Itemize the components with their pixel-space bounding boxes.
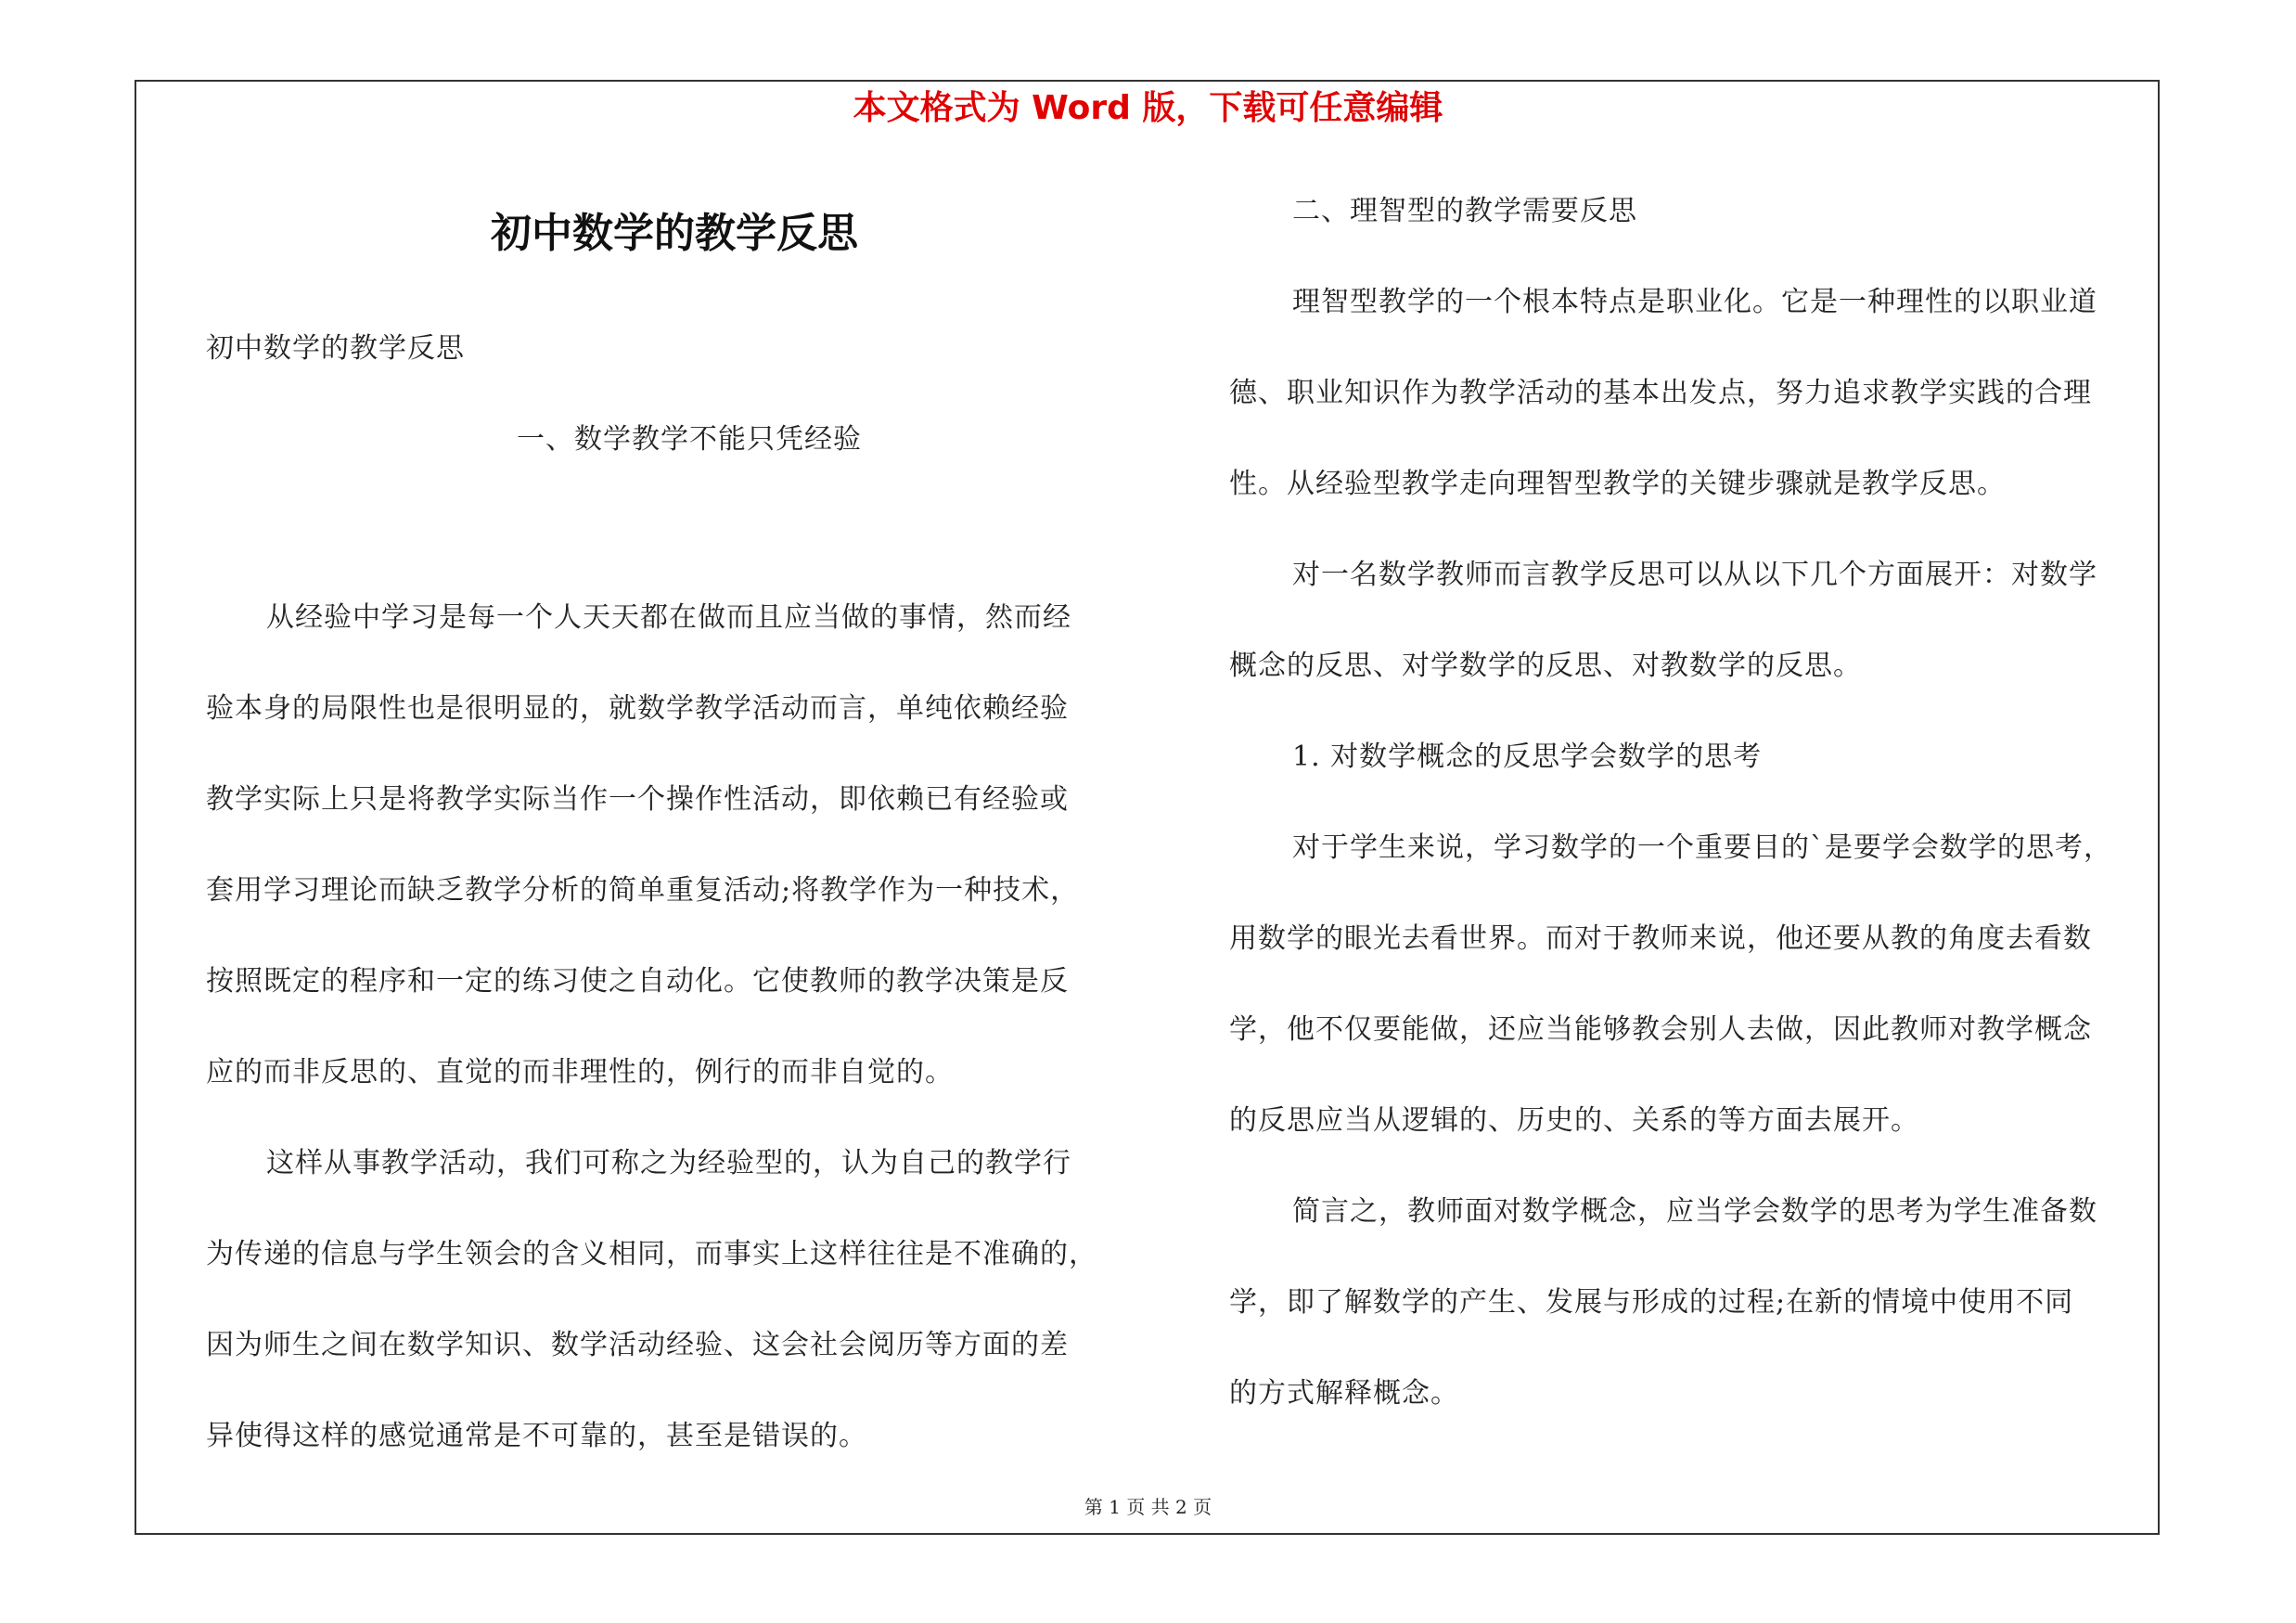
- paragraph-line: 简言之，教师面对数学概念，应当学会数学的思考为学生准备数: [1292, 1195, 2097, 1228]
- page-number-footer: 第 1 页 共 2 页: [1084, 1496, 1212, 1518]
- document-title: 初中数学的教学反思: [491, 210, 858, 257]
- section-heading-1: 一、数学教学不能只凭经验: [517, 423, 862, 456]
- paragraph-line: 这样从事教学活动，我们可称之为经验型的，认为自己的教学行: [266, 1147, 1071, 1179]
- document-subtitle: 初中数学的教学反思: [206, 332, 465, 365]
- paragraph-line: 为传递的信息与学生领会的含义相同，而事实上这样往往是不准确的，: [206, 1238, 1097, 1270]
- paragraph-line: 学，即了解数学的产生、发展与形成的过程;在新的情境中使用不同: [1229, 1286, 2074, 1319]
- paragraph-line: 对一名数学教师而言教学反思可以从以下几个方面展开：对数学: [1292, 559, 2097, 591]
- paragraph-line: 套用学习理论而缺乏教学分析的简单重复活动;将教学作为一种技术，: [206, 874, 1080, 907]
- paragraph-line: 验本身的局限性也是很明显的，就数学教学活动而言，单纯依赖经验: [206, 692, 1069, 725]
- section-heading-2: 二、理智型的教学需要反思: [1292, 195, 1637, 227]
- item-heading-1: 1. 对数学概念的反思学会数学的思考: [1292, 741, 1763, 773]
- paragraph-line: 教学实际上只是将教学实际当作一个操作性活动，即依赖已有经验或: [206, 783, 1069, 816]
- paragraph-line: 从经验中学习是每一个人天天都在做而且应当做的事情，然而经: [266, 601, 1071, 634]
- paragraph-line: 按照既定的程序和一定的练习使之自动化。它使教师的教学决策是反: [206, 965, 1069, 998]
- paragraph-line: 理智型教学的一个根本特点是职业化。它是一种理性的以职业道: [1292, 286, 2097, 318]
- paragraph-line: 德、职业知识作为教学活动的基本出发点，努力追求教学实践的合理: [1229, 377, 2092, 409]
- paragraph-line: 的方式解释概念。: [1229, 1377, 1459, 1410]
- paragraph-line: 对于学生来说，学习数学的一个重要目的`是要学会数学的思考，: [1292, 831, 2112, 864]
- edit-notice-banner: 本文格式为 Word 版，下载可任意编辑: [853, 89, 1443, 127]
- paragraph-line: 概念的反思、对学数学的反思、对教数学的反思。: [1229, 650, 1862, 682]
- paragraph-line: 异使得这样的感觉通常是不可靠的，甚至是错误的。: [206, 1420, 867, 1452]
- paragraph-line: 学，他不仅要能做，还应当能够教会别人去做，因此教师对教学概念: [1229, 1013, 2092, 1046]
- paragraph-line: 性。从经验型教学走向理智型教学的关键步骤就是教学反思。: [1229, 468, 2006, 500]
- paragraph-line: 的反思应当从逻辑的、历史的、关系的等方面去展开。: [1229, 1104, 1919, 1137]
- paragraph-line: 因为师生之间在数学知识、数学活动经验、这会社会阅历等方面的差: [206, 1329, 1069, 1361]
- paragraph-line: 应的而非反思的、直觉的而非理性的，例行的而非自觉的。: [206, 1056, 954, 1088]
- paragraph-line: 用数学的眼光去看世界。而对于教师来说，他还要从教的角度去看数: [1229, 922, 2092, 955]
